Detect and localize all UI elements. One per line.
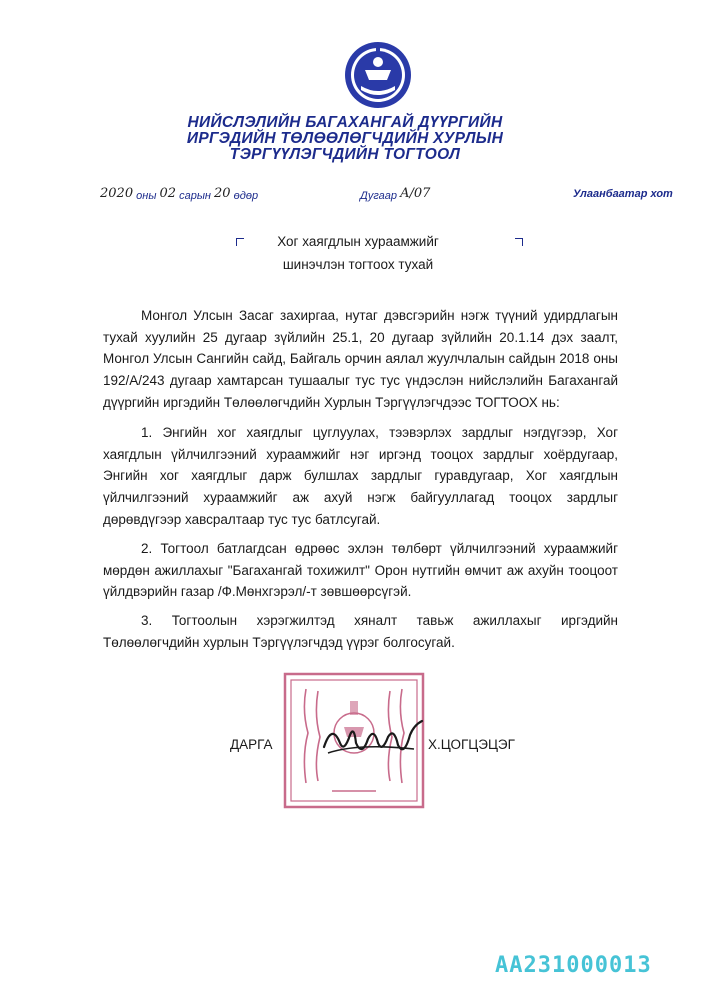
state-emblem-icon <box>343 40 413 110</box>
item-3-paragraph: 3. Тогтоолын хэрэгжилтэд хяналт тавьж ажиллахыг иргэдийн Төлөөлөгчдийн хурлын Тэргүүлэгчдэд үүрэг болгосугай. <box>103 613 618 650</box>
date-month-suffix: сарын <box>176 190 215 202</box>
number-label: Дугаар <box>360 190 401 202</box>
date-year: 2020 <box>100 186 134 201</box>
date-line <box>100 188 258 203</box>
date-year-suffix: оны <box>133 190 160 202</box>
header-line-3: ТЭРГҮҮЛЭГЧДИЙН ТОГТООЛ <box>229 146 461 163</box>
date-day: 20 <box>214 186 231 201</box>
subject-line-1: Хог хаягдлын хураамжийг <box>277 234 439 249</box>
header-line-2: ИРГЭДИЙН ТӨЛӨӨЛӨГЧДИЙН ХУРЛЫН <box>186 130 504 147</box>
city-label: Улаанбаатар хот <box>573 188 673 200</box>
number-value: A/07 <box>400 186 431 201</box>
handwritten-signature <box>318 713 428 763</box>
item-2-paragraph: 2. Тогтоол батлагдсан өдрөөс эхлэн төлбөрт үйлчилгээний хураамжийг мөрдөн ажиллахыг "Багахангай тохижилт" Орон нутгийн өмчит аж ахуйн тооцоот үйлдвэрийн газар /Ф.Мөнхгэрэл/-т зөвшөөрсүгэй. <box>103 541 618 600</box>
date-day-suffix: өдөр <box>230 190 259 202</box>
intro-paragraph: Монгол Улсын Засаг захиргаа, нутаг дэвсгэрийн нэгж түүний удирдлагын тухай хуулийн 25 дугаар зүйлийн 25.1, 20 дугаар зүйлийн 20.1.14 дэх заалт, Монгол Улсын Сангийн сайд, Байгаль орчин аялал жуулчлалын сайдын 2018 оны 192/A/243 дугаар хамтарсан тушаалыг тус тус үндэслэн нийслэлийн Багахангай дүүргийн иргэдийн Төлөөлөгчдийн Хурлын Тэргүүлэгчдээс ТОГТООХ нь: <box>103 308 618 410</box>
document-number <box>360 188 430 203</box>
document-barcode-number: АА231000013 <box>495 953 652 978</box>
signer-title: ДАРГА <box>230 737 273 752</box>
signer-name: Х.ЦОГЦЭЦЭГ <box>428 737 515 752</box>
item-1-paragraph: 1. Энгийн хог хаягдлыг цуглуулах, тээвэрлэх зардлыг нэгдүгээр, Хог хаягдлын үйлчилгээний хураамжийг нэг иргэнд тооцох зардлыг хоёрдугаар, Энгийн хог хаягдлыг дарж булшлах зардлыг гуравдугаар, Хог хаягдлын үйлчилгээний хураамжийг аж ахуй нэгж байгууллагад тооцох зардлыг дөрөвдүгээр хавсралтаар тус тус батлсугай. <box>103 425 618 527</box>
header-line-1: НИЙСЛЭЛИЙН БАГАХАНГАЙ ДҮҮРГИЙН <box>187 114 503 131</box>
date-month: 02 <box>159 186 177 201</box>
subject-line-2: шинэчлэн тогтоох тухай <box>282 257 434 272</box>
